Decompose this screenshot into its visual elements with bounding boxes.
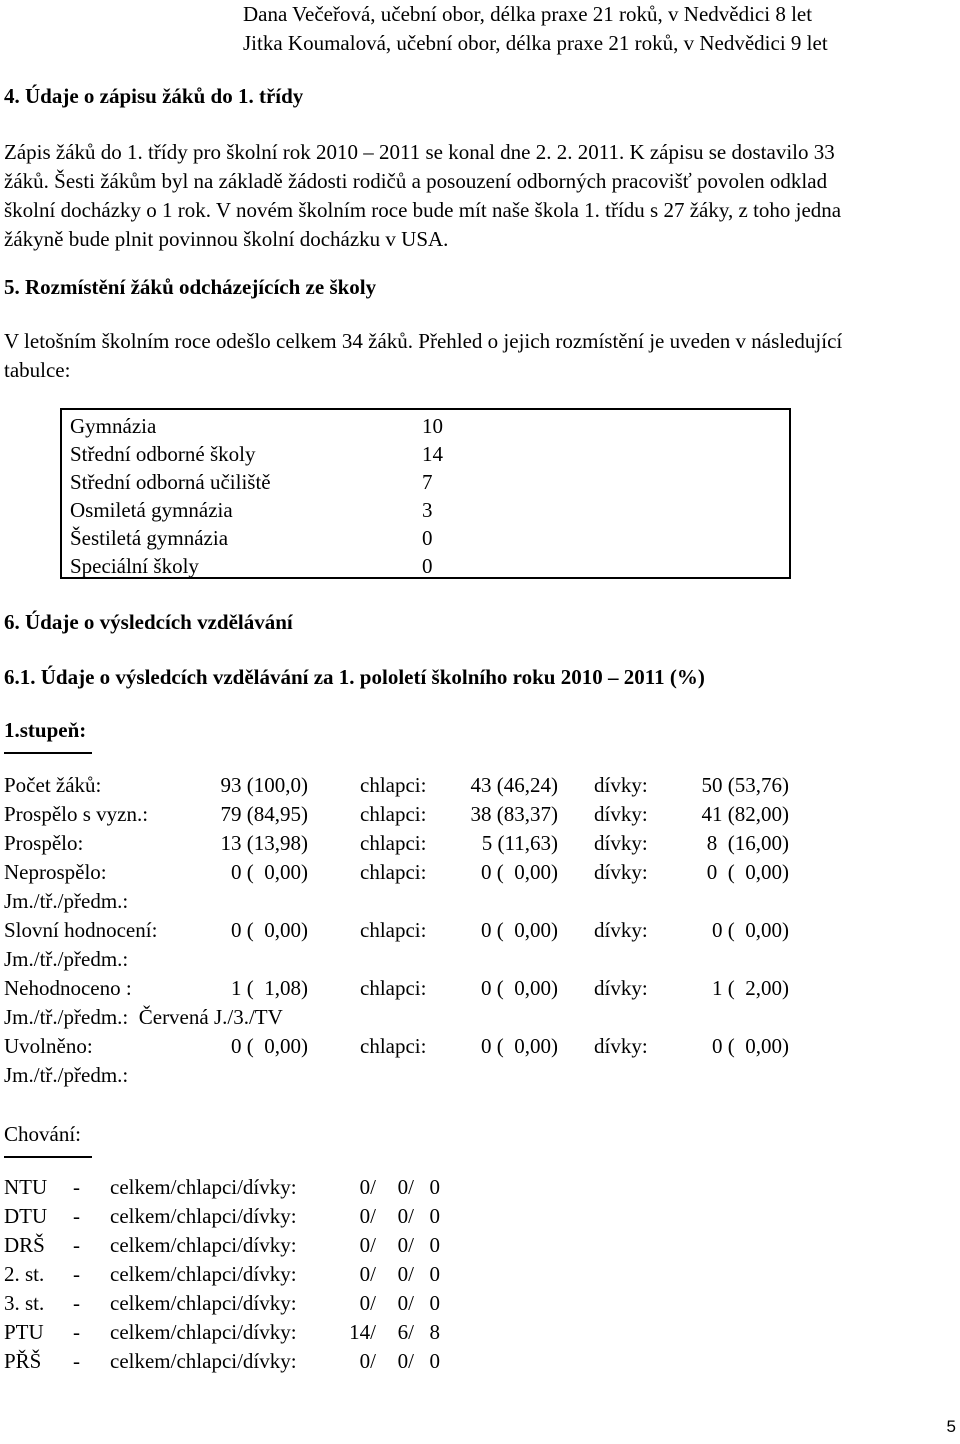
behavior-code: PŘŠ — [4, 1349, 42, 1373]
boys-label: chlapci: — [360, 773, 427, 797]
result-note-row — [4, 1003, 804, 1032]
section-4-heading: 4. Údaje o zápisu žáků do 1. třídy — [4, 84, 304, 108]
section-6-heading: 6. Údaje o výsledcích vzdělávání — [4, 610, 293, 634]
behavior-row — [4, 1347, 484, 1376]
student-count: 7 — [422, 470, 433, 494]
result-note: Jm./tř./předm.: — [4, 889, 129, 913]
result-total: 79 (84,95) — [220, 802, 308, 826]
behavior-boys: 0/ — [397, 1291, 414, 1315]
boys-label: chlapci: — [360, 1034, 427, 1058]
level-label: 1.stupeň: — [4, 718, 87, 742]
behavior-total: 0/ — [359, 1204, 376, 1228]
result-label: Slovní hodnocení: — [4, 918, 158, 942]
behavior-code: 2. st. — [4, 1262, 45, 1286]
behavior-row — [4, 1318, 484, 1347]
result-row — [4, 771, 804, 800]
result-note-row — [4, 887, 804, 916]
behavior-dash: - — [73, 1233, 80, 1257]
behavior-girls: 0 — [429, 1175, 440, 1199]
school-type: Osmiletá gymnázia — [70, 498, 233, 522]
behavior-boys: 0/ — [397, 1349, 414, 1373]
result-total: 93 (100,0) — [220, 773, 308, 797]
behavior-girls: 0 — [429, 1349, 440, 1373]
behavior-total: 14/ — [349, 1320, 376, 1344]
result-boys: 38 (83,37) — [470, 802, 558, 826]
enrollment-line: Zápis žáků do 1. třídy pro školní rok 2010 – 2011 se konal dne 2. 2. 2011. K zápisu se dostavilo 33 — [4, 140, 835, 164]
girls-label: dívky: — [594, 860, 648, 884]
girls-label: dívky: — [594, 831, 648, 855]
behavior-code: PTU — [4, 1320, 44, 1344]
behavior-row — [4, 1202, 484, 1231]
behavior-girls: 0 — [429, 1204, 440, 1228]
behavior-dash: - — [73, 1204, 80, 1228]
behavior-desc: celkem/chlapci/dívky: — [110, 1175, 297, 1199]
boys-label: chlapci: — [360, 976, 427, 1000]
result-boys: 43 (46,24) — [470, 773, 558, 797]
behavior-code: NTU — [4, 1175, 48, 1199]
behavior-total: 0/ — [359, 1349, 376, 1373]
behavior-label-underline — [4, 1156, 92, 1158]
staff-line: Dana Večeřová, učební obor, délka praxe 21 roků, v Nedvědici 8 let — [243, 2, 813, 26]
behavior-label: Chování: — [4, 1122, 81, 1146]
result-total: 0 ( 0,00) — [231, 860, 308, 884]
result-note: Jm./tř./předm.: — [4, 947, 129, 971]
boys-label: chlapci: — [360, 918, 427, 942]
result-total: 13 (13,98) — [220, 831, 308, 855]
result-row — [4, 800, 804, 829]
result-row — [4, 974, 804, 1003]
school-type: Střední odborné školy — [70, 442, 256, 466]
girls-label: dívky: — [594, 918, 648, 942]
behavior-dash: - — [73, 1262, 80, 1286]
boys-label: chlapci: — [360, 831, 427, 855]
result-boys: 0 ( 0,00) — [481, 918, 558, 942]
result-row — [4, 1032, 804, 1061]
result-total: 1 ( 1,08) — [231, 976, 308, 1000]
behavior-total: 0/ — [359, 1291, 376, 1315]
result-note-row — [4, 945, 804, 974]
school-type: Speciální školy — [70, 554, 199, 578]
behavior-code: 3. st. — [4, 1291, 45, 1315]
placement-paragraph — [4, 327, 954, 385]
result-label: Počet žáků: — [4, 773, 102, 797]
result-note-row — [4, 1061, 804, 1090]
result-girls: 41 (82,00) — [701, 802, 789, 826]
behavior-dash: - — [73, 1291, 80, 1315]
behavior-girls: 0 — [429, 1291, 440, 1315]
enrollment-paragraph — [4, 138, 954, 254]
result-row — [4, 829, 804, 858]
result-label: Prospělo s vyzn.: — [4, 802, 149, 826]
behavior-desc: celkem/chlapci/dívky: — [110, 1320, 297, 1344]
result-label: Neprospělo: — [4, 860, 107, 884]
school-type: Šestiletá gymnázia — [70, 526, 229, 550]
behavior-code: DTU — [4, 1204, 48, 1228]
result-boys: 0 ( 0,00) — [481, 860, 558, 884]
enrollment-line: žákyně bude plnit povinnou školní docházku v USA. — [4, 227, 449, 251]
section-6-1-heading: 6.1. Údaje o výsledcích vzdělávání za 1. pololetí školního roku 2010 – 2011 (%) — [4, 665, 705, 689]
behavior-row — [4, 1173, 484, 1202]
boys-label: chlapci: — [360, 860, 427, 884]
behavior-boys: 0/ — [397, 1175, 414, 1199]
student-count: 14 — [422, 442, 443, 466]
student-count: 0 — [422, 526, 433, 550]
placement-line: tabulce: — [4, 358, 71, 382]
result-girls: 0 ( 0,00) — [706, 860, 789, 884]
result-boys: 0 ( 0,00) — [481, 976, 558, 1000]
girls-label: dívky: — [594, 802, 648, 826]
result-girls: 50 (53,76) — [701, 773, 789, 797]
behavior-boys: 0/ — [397, 1262, 414, 1286]
result-label: Nehodnoceno : — [4, 976, 132, 1000]
behavior-dash: - — [73, 1320, 80, 1344]
behavior-total: 0/ — [359, 1175, 376, 1199]
level-label-underline — [4, 752, 92, 754]
placement-table — [60, 408, 791, 579]
behavior-desc: celkem/chlapci/dívky: — [110, 1262, 297, 1286]
school-type: Střední odborná učiliště — [70, 470, 271, 494]
result-total: 0 ( 0,00) — [231, 918, 308, 942]
enrollment-line: žáků. Šesti žákům byl na základě žádosti rodičů a posouzení odborných pracovišť povolen odklad — [4, 169, 828, 193]
girls-label: dívky: — [594, 773, 648, 797]
behavior-girls: 0 — [429, 1262, 440, 1286]
result-boys: 5 (11,63) — [481, 831, 558, 855]
girls-label: dívky: — [594, 976, 648, 1000]
result-girls: 0 ( 0,00) — [712, 1034, 789, 1058]
result-boys: 0 ( 0,00) — [481, 1034, 558, 1058]
behavior-row — [4, 1260, 484, 1289]
behavior-girls: 8 — [429, 1320, 440, 1344]
page-number: 5 — [946, 1417, 956, 1436]
behavior-row — [4, 1289, 484, 1318]
school-type: Gymnázia — [70, 414, 157, 438]
result-total: 0 ( 0,00) — [231, 1034, 308, 1058]
behavior-desc: celkem/chlapci/dívky: — [110, 1204, 297, 1228]
behavior-dash: - — [73, 1175, 80, 1199]
behavior-boys: 6/ — [397, 1320, 414, 1344]
behavior-desc: celkem/chlapci/dívky: — [110, 1291, 297, 1315]
behavior-boys: 0/ — [397, 1204, 414, 1228]
behavior-desc: celkem/chlapci/dívky: — [110, 1233, 297, 1257]
result-note: Jm./tř./předm.: Červená J./3./TV — [4, 1005, 283, 1029]
girls-label: dívky: — [594, 1034, 648, 1058]
section-5-heading: 5. Rozmístění žáků odcházejících ze školy — [4, 275, 377, 299]
result-label: Prospělo: — [4, 831, 84, 855]
student-count: 10 — [422, 414, 443, 438]
result-girls: 1 ( 2,00) — [712, 976, 789, 1000]
student-count: 0 — [422, 554, 433, 578]
behavior-dash: - — [73, 1349, 80, 1373]
result-label: Uvolněno: — [4, 1034, 93, 1058]
student-count: 3 — [422, 498, 433, 522]
behavior-total: 0/ — [359, 1233, 376, 1257]
result-row — [4, 916, 804, 945]
staff-line: Jitka Koumalová, učební obor, délka praxe 21 roků, v Nedvědici 9 let — [243, 31, 828, 55]
behavior-desc: celkem/chlapci/dívky: — [110, 1349, 297, 1373]
behavior-total: 0/ — [359, 1262, 376, 1286]
result-girls: 0 ( 0,00) — [712, 918, 789, 942]
behavior-row — [4, 1231, 484, 1260]
result-row — [4, 858, 804, 887]
behavior-code: DRŠ — [4, 1233, 45, 1257]
placement-line: V letošním školním roce odešlo celkem 34 žáků. Přehled o jejich rozmístění je uveden v následující — [4, 329, 843, 353]
enrollment-line: školní docházky o 1 rok. V novém školním roce bude mít naše škola 1. třídu s 27 žáky, z toho jedna — [4, 198, 842, 222]
behavior-boys: 0/ — [397, 1233, 414, 1257]
result-girls: 8 (16,00) — [706, 831, 789, 855]
behavior-girls: 0 — [429, 1233, 440, 1257]
result-note: Jm./tř./předm.: — [4, 1063, 129, 1087]
boys-label: chlapci: — [360, 802, 427, 826]
